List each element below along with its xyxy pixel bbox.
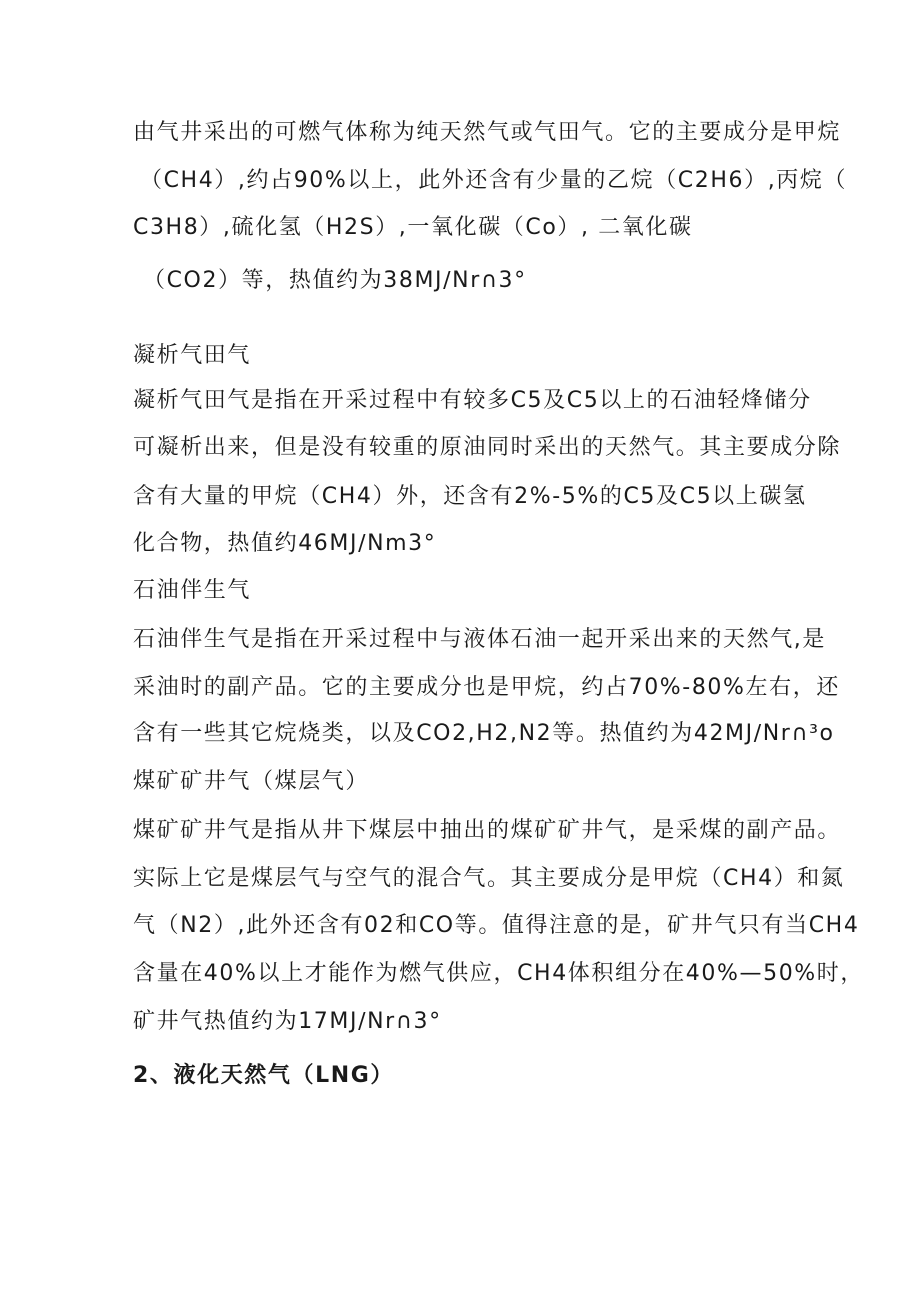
paragraph-4-line-4: 含量在40%以上才能作为燃气供应，CH4体积组分在40%—50%时， — [133, 961, 864, 986]
paragraph-3-line-1: 石油伴生气是指在开采过程中与液体石油一起开采出来的天然气,是 — [133, 627, 826, 652]
paragraph-4-line-2: 实际上它是煤层气与空气的混合气。其主要成分是甲烷（CH4）和氮 — [133, 866, 845, 891]
paragraph-4-line-3: 气（N2）,此外还含有02和CO等。值得注意的是，矿井气只有当CH4 — [133, 913, 860, 938]
paragraph-4-line-5: 矿井气热值约为17MJ∕Nr∩3° — [133, 1009, 442, 1034]
paragraph-2-line-4: 化合物，热值约46MJ∕Nm3° — [133, 531, 437, 556]
subtitle-condensate-gas: 凝析气田气 — [133, 343, 252, 368]
paragraph-3-line-2: 采油时的副产品。它的主要成分也是甲烷，约占70%-80%左右，还 — [133, 675, 840, 700]
paragraph-1-line-3: C3H8）,硫化氢（H2S）,一氧化碳（Co）, 二氧化碳 — [133, 215, 693, 240]
paragraph-2-line-3: 含有大量的甲烷（CH4）外，还含有2%-5%的C5及C5以上碳氢 — [133, 484, 807, 509]
paragraph-2-line-1: 凝析气田气是指在开采过程中有较多C5及C5以上的石油轻烽储分 — [133, 388, 812, 413]
subtitle-associated-gas: 石油伴生气 — [133, 578, 252, 603]
subtitle-mine-gas: 煤矿矿井气（煤层气） — [133, 769, 370, 794]
paragraph-2-line-2: 可凝析出来，但是没有较重的原油同时采出的天然气。其主要成分除 — [133, 435, 842, 460]
paragraph-1-line-2: （CH4）,约占90%以上，此外还含有少量的乙烷（C2H6）,丙烷（ — [140, 168, 848, 193]
section-heading-lng: 2、液化天然气（LNG） — [133, 1063, 394, 1088]
paragraph-1-line-1: 由气井采出的可燃气体称为纯天然气或气田气。它的主要成分是甲烷 — [133, 120, 842, 145]
paragraph-3-line-3: 含有一些其它烷烧类，以及CO2,H2,N2等。热值约为42MJ∕Nr∩³o — [133, 721, 835, 746]
paragraph-1-line-4: （CO2）等，热值约为38MJ∕Nr∩3° — [143, 268, 527, 293]
paragraph-4-line-1: 煤矿矿井气是指从井下煤层中抽出的煤矿矿井气，是采煤的副产品。 — [133, 818, 842, 843]
